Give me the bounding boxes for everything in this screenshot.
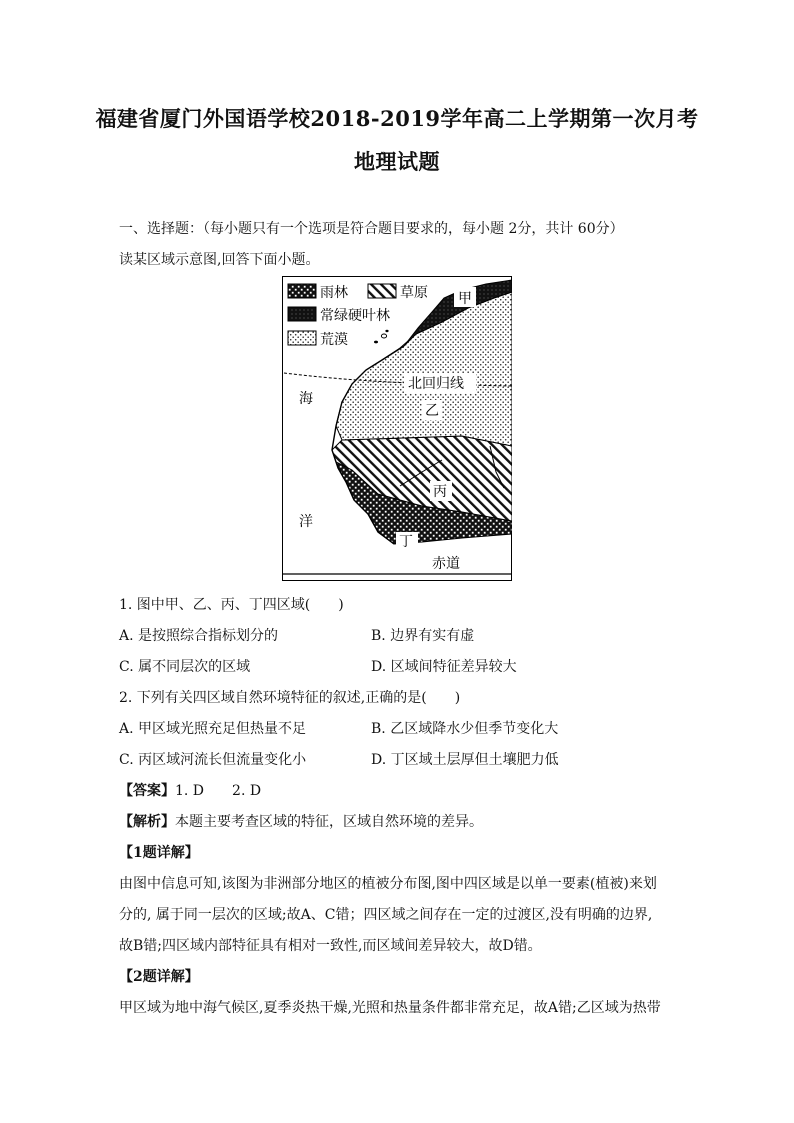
- legend-evergreen: 常绿硬叶林: [320, 308, 390, 324]
- detail-1-line-3: 故B错;四区域内部特征具有相对一致性,而区域间差异较大，故D错。: [119, 938, 542, 954]
- q1-option-a: A. 是按照综合指标划分的: [119, 628, 279, 644]
- q1-option-d: D. 区域间特征差异较大: [371, 659, 517, 675]
- detail-1-heading: 【1题详解】: [119, 845, 199, 861]
- analysis-text: 本题主要考查区域的特征，区域自然环境的差异。: [175, 814, 483, 830]
- q2-option-c: C. 丙区域河流长但流量变化小: [119, 752, 307, 768]
- detail-2-heading: 【2题详解】: [119, 969, 199, 985]
- equator-label: 赤道: [432, 556, 460, 572]
- region-label-jia: 甲: [458, 291, 472, 307]
- legend-savanna: 草原: [400, 285, 428, 301]
- q1-option-b: B. 边界有实有虚: [371, 628, 475, 644]
- legend-rainforest: 雨林: [320, 285, 348, 301]
- answer-label: 【答案】: [119, 783, 175, 799]
- document-title: 福建省厦门外国语学校2018-2019学年高二上学期第一次月考: [95, 106, 699, 131]
- ocean-label: 洋: [299, 514, 313, 530]
- region-map: [282, 276, 512, 581]
- answer-line: [119, 780, 261, 800]
- q2-option-a: A. 甲区域光照充足但热量不足: [119, 721, 307, 737]
- region-label-yi: 乙: [425, 403, 439, 419]
- analysis-line: [119, 811, 483, 831]
- q2-option-d: D. 丁区域土层厚但土壤肥力低: [371, 752, 559, 768]
- q1-option-c: C. 属不同层次的区域: [119, 659, 251, 675]
- analysis-label: 【解析】: [119, 814, 175, 830]
- detail-2-line-1: 甲区域为地中海气候区,夏季炎热干燥,光照和热量条件都非常充足，故A错;乙区域为热带: [119, 1000, 661, 1016]
- region-label-bing: 丙: [433, 484, 447, 500]
- legend-desert: 荒漠: [320, 332, 348, 348]
- detail-1-line-2: 分的, 属于同一层次的区域;故A、C错；四区域之间存在一定的过渡区,没有明确的边界,: [119, 907, 653, 923]
- question-2-stem: 2. 下列有关四区域自然环境特征的叙述,正确的是( ): [119, 690, 461, 706]
- detail-1-line-1: 由图中信息可知,该图为非洲部分地区的植被分布图,图中四区域是以单一要素(植被)来划: [119, 876, 657, 892]
- q2-option-b: B. 乙区域降水少但季节变化大: [371, 721, 559, 737]
- question-1-stem: 1. 图中甲、乙、丙、丁四区域( ): [119, 597, 344, 613]
- section-heading: 一、选择题：（每小题只有一个选项是符合题目要求的，每小题 2分，共计 60分）: [119, 221, 624, 237]
- region-label-ding: 丁: [399, 534, 413, 550]
- answer-text: 1. D 2. D: [175, 783, 262, 799]
- sea-label: 海: [299, 391, 313, 407]
- document-subtitle: 地理试题: [354, 149, 440, 174]
- section-intro: 读某区域示意图,回答下面小题。: [119, 252, 320, 268]
- tropic-label: 北回归线: [408, 376, 464, 392]
